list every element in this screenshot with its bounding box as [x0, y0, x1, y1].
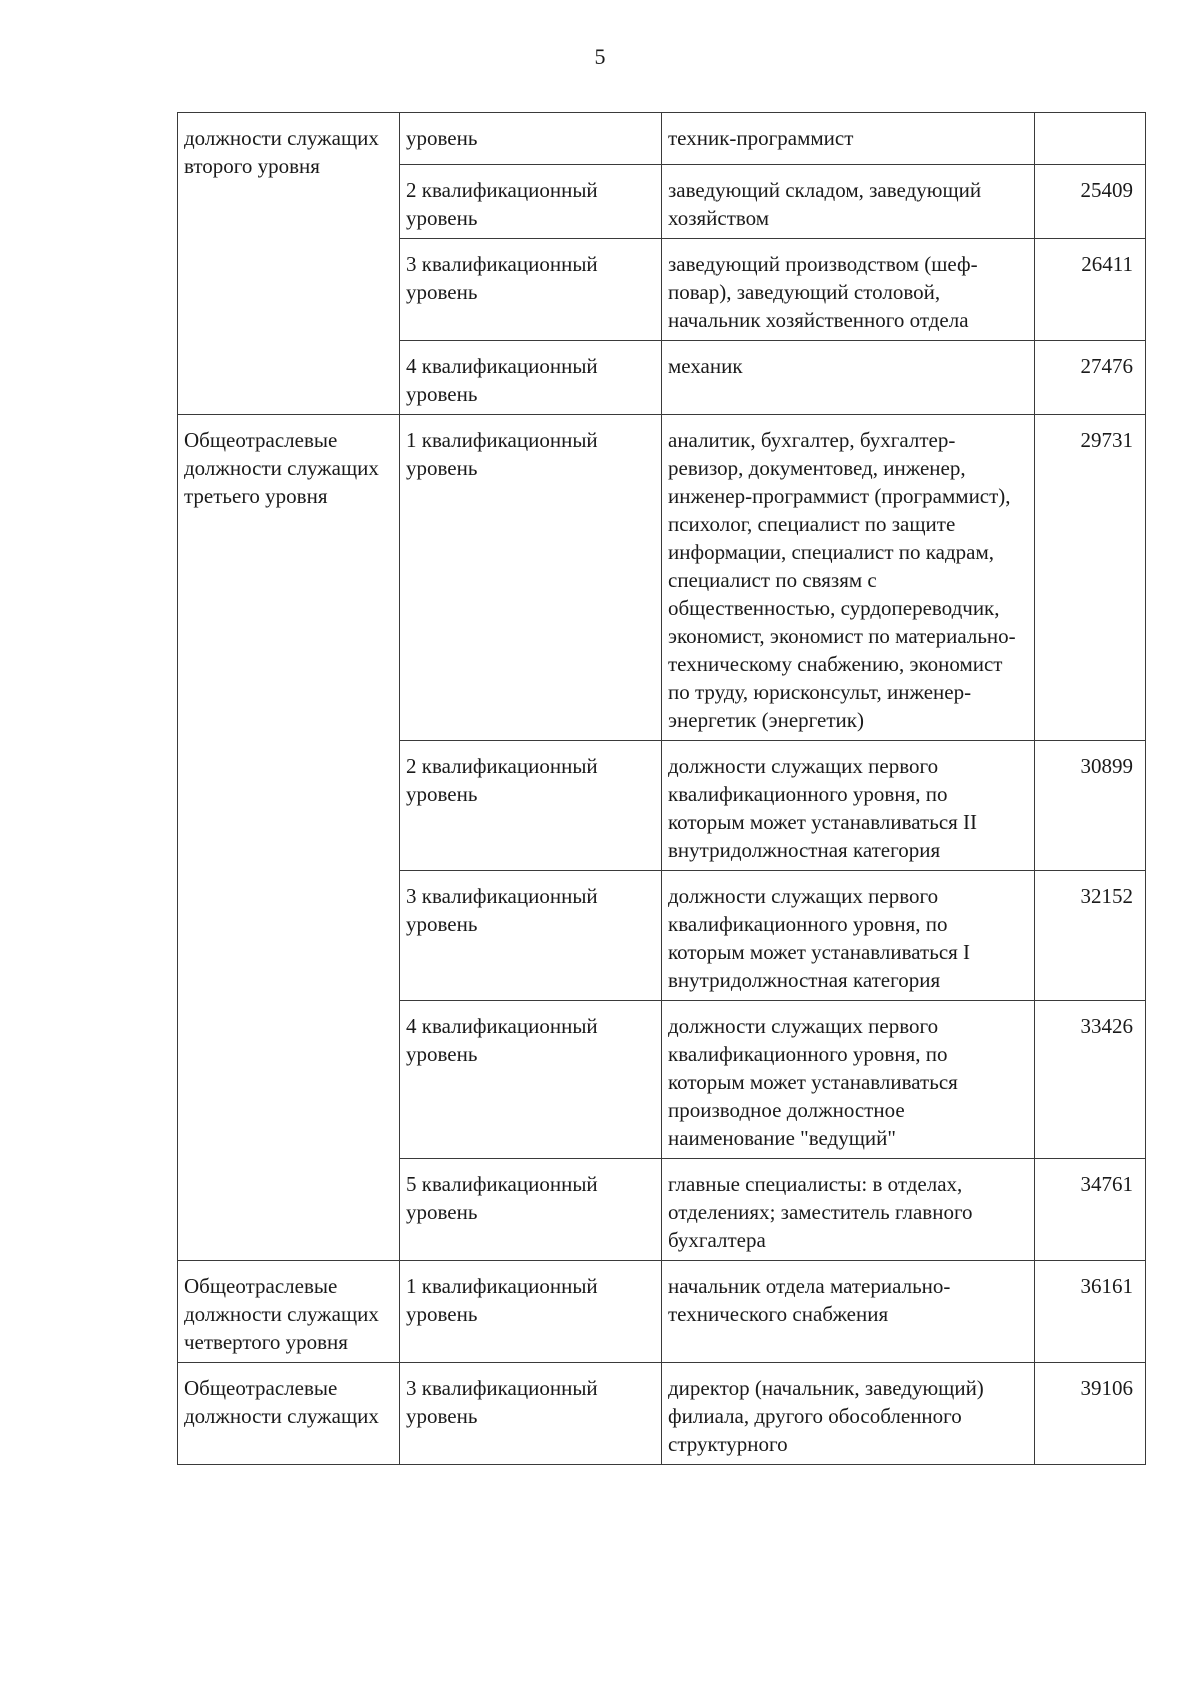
positions-cell: заведующий производством (шеф-повар), заведующий столовой, начальник хозяйственного отдела — [662, 239, 1035, 341]
positions-cell: заведующий складом, заведующий хозяйством — [662, 165, 1035, 239]
salary-cell: 33426 — [1035, 1001, 1146, 1159]
salary-cell: 25409 — [1035, 165, 1146, 239]
table-row — [178, 1363, 1146, 1465]
salary-cell — [1035, 113, 1146, 165]
table-row — [178, 1261, 1146, 1363]
group-cell: Общеотраслевые должности служащих четвертого уровня — [178, 1261, 400, 1363]
positions-cell: должности служащих первого квалификационного уровня, по которым может устанавливаться I внутридолжностная категория — [662, 871, 1035, 1001]
salary-cell: 27476 — [1035, 341, 1146, 415]
positions-cell: аналитик, бухгалтер, бухгалтер-ревизор, документовед, инженер, инженер-программист (программист), психолог, специалист по защите информации, специалист по кадрам, специалист по связям с общественностью, сурдопереводчик, экономист, экономист по материально-техническому снабжению, экономист по труду, юрисконсульт, инженер-энергетик (энергетик) — [662, 415, 1035, 741]
salary-cell: 32152 — [1035, 871, 1146, 1001]
level-cell: 3 квалификационный уровень — [400, 1363, 662, 1465]
level-cell: 3 квалификационный уровень — [400, 239, 662, 341]
level-cell: 3 квалификационный уровень — [400, 871, 662, 1001]
salary-table — [177, 112, 1146, 1465]
level-cell: 4 квалификационный уровень — [400, 341, 662, 415]
positions-cell: директор (начальник, заведующий) филиала, другого обособленного структурного — [662, 1363, 1035, 1465]
group-cell: Общеотраслевые должности служащих — [178, 1363, 400, 1465]
level-cell: 1 квалификационный уровень — [400, 1261, 662, 1363]
salary-cell: 26411 — [1035, 239, 1146, 341]
group-cell: Общеотраслевые должности служащих третьего уровня — [178, 415, 400, 1261]
level-cell: 1 квалификационный уровень — [400, 415, 662, 741]
table-row — [178, 113, 1146, 165]
group-cell: должности служащих второго уровня — [178, 113, 400, 415]
salary-cell: 34761 — [1035, 1159, 1146, 1261]
positions-cell: главные специалисты: в отделах, отделениях; заместитель главного бухгалтера — [662, 1159, 1035, 1261]
level-cell: уровень — [400, 113, 662, 165]
level-cell: 4 квалификационный уровень — [400, 1001, 662, 1159]
positions-cell: начальник отдела материально-технического снабжения — [662, 1261, 1035, 1363]
positions-cell: механик — [662, 341, 1035, 415]
salary-cell: 39106 — [1035, 1363, 1146, 1465]
positions-cell: должности служащих первого квалификационного уровня, по которым может устанавливаться II внутридолжностная категория — [662, 741, 1035, 871]
positions-cell: должности служащих первого квалификационного уровня, по которым может устанавливаться производное должностное наименование "ведущий" — [662, 1001, 1035, 1159]
level-cell: 2 квалификационный уровень — [400, 165, 662, 239]
salary-cell: 36161 — [1035, 1261, 1146, 1363]
salary-cell: 29731 — [1035, 415, 1146, 741]
positions-cell: техник-программист — [662, 113, 1035, 165]
level-cell: 2 квалификационный уровень — [400, 741, 662, 871]
page-number: 5 — [594, 44, 606, 69]
level-cell: 5 квалификационный уровень — [400, 1159, 662, 1261]
table-row — [178, 415, 1146, 741]
salary-cell: 30899 — [1035, 741, 1146, 871]
